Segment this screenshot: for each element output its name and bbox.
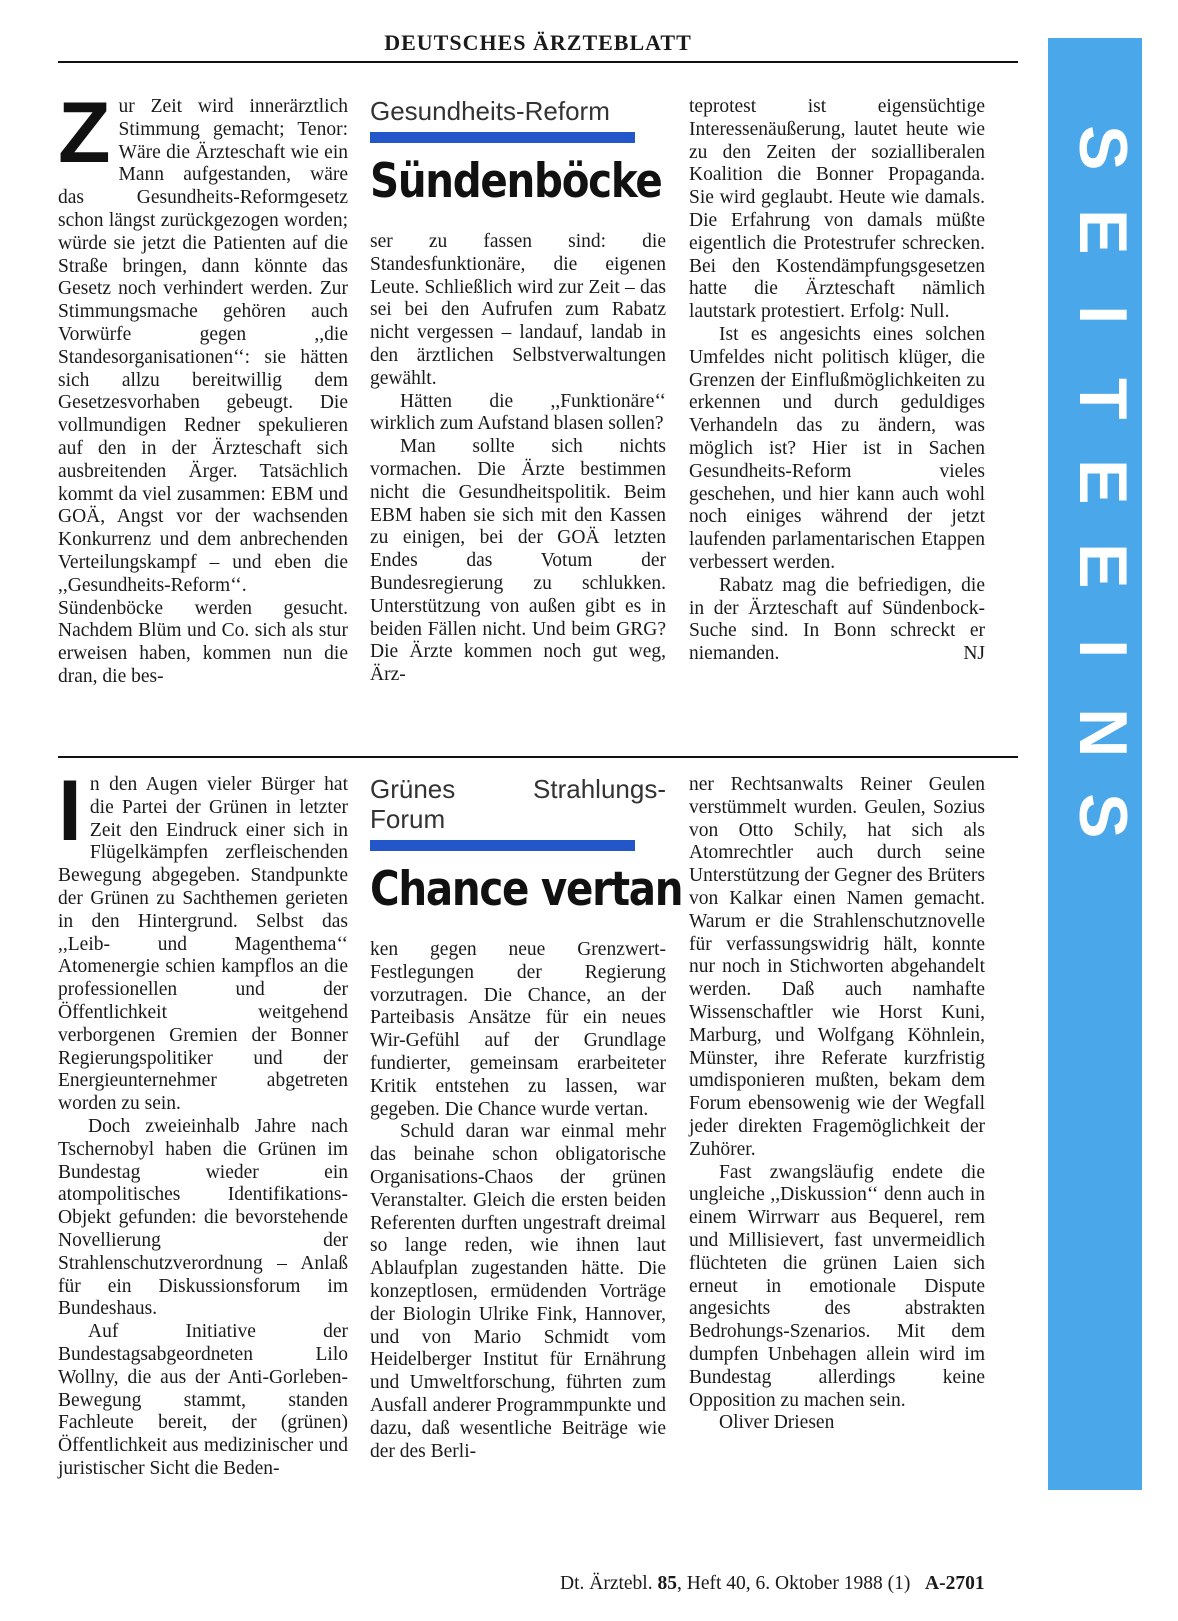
side-letter: S	[1064, 793, 1141, 839]
article1-signature: NJ	[963, 643, 985, 665]
side-letter: I	[1064, 305, 1141, 325]
footer-journal: Dt. Ärztebl.	[560, 1573, 658, 1594]
article1-column-3	[689, 96, 985, 666]
article1-col2-p1: ser zu fassen sind: die Standesfunktionäre, die eigenen Leute. Schließlich wird zur Zeit – das sei bei den Aufrufen zum Rabatz nicht vergessen – landauf, landab in den ärztlichen Selbstverwaltungen gewählt.	[370, 231, 666, 389]
section-divider	[58, 756, 1018, 758]
article2-column-1	[58, 763, 348, 1481]
article1-col3-p2: Ist es angesichts eines solchen Umfeldes nicht politisch klüger, die Grenzen der Einflußmöglichkeiten zu erkennen und durch geduldiges Verhandeln das zu ändern, was möglich ist? Hier ist in Sachen Gesundheits-Reform vieles geschehen, und hier kann auch wohl noch einiges während der jetzt laufenden parlamentarischen Etappen verbessert werden.	[689, 323, 985, 573]
article1-col1-text: ur Zeit wird innerärztlich Stimmung gemacht; Tenor: Wäre die Ärzteschaft wie ein Mann aufgestanden, wäre das Gesundheits-Reformgesetz schon längst zurückgezogen worden; würde sie jetzt die Patienten auf die Straße bringen, dann könnte das Gesetz noch verhindert werden. Zur Stimmungsmache gehören auch Vorwürfe gegen ,,die Standesorganisationen‘‘: sie hätten sich allzu bereitwillig dem Gesetzesvorhaben gebeugt. Die vollmundigen Redner spekulieren auf den in der Ärzteschaft sich ausbreitenden Ärger. Tatsächlich kommt da viel zusammen: EBM und GOÄ, Angst vor der wachsenden Konkurrenz und dem anbrechenden Verteilungskampf – und eben die ,,Gesundheits-Reform‘‘. Sündenböcke werden gesucht. Nachdem Blüm und Co. sich als stur erweisen haben, kommen nun die dran, die bes-	[58, 96, 348, 687]
side-letter: S	[1064, 125, 1141, 171]
article2-col3-p1: ner Rechtsanwalts Reiner Geulen verstümmelt wurden. Geulen, Sozius von Otto Schily, hat sich als Atomrechtler auch durch seine Unterstützung der Gegner des Brüters von Kalkar einen Namen gemacht. Warum er die Strahlenschutznovelle für verfassungswidrig hält, konnte nur noch in Stichworten abgehandelt werden. Daß auch namhafte Wissenschaftler wie Horst Kuni, Marburg, und Wolfgang Köhnlein, Münster, ihre Referate kurzfristig umdisponieren mußten, bekam dem Forum ebensowenig wie der Wegfall jeder direkten Fragemöglichkeit der Zuhörer.	[689, 774, 985, 1160]
article1-col3-p3	[689, 575, 985, 666]
dropcap-i: I	[58, 763, 82, 859]
article2-col2-p1: ken gegen neue Grenzwert-Festlegungen der Regierung vorzutragen. Die Chance, an der Parteibasis Ansätze für ein neues Wir-Gefühl auf der Grundlage fundierter, gemeinsam erarbeiteter Kritik entstehen zu lassen, war gegeben. Die Chance wurde vertan.	[370, 939, 666, 1120]
footer-issue: , Heft 40, 6. Oktober 1988 (1)	[676, 1573, 911, 1594]
side-label-seite-eins	[1048, 38, 1142, 1558]
side-letter: E	[1064, 542, 1141, 588]
article2-author: Oliver Driesen	[719, 1412, 835, 1434]
article1-closing-text: Rabatz mag die befriedigen, die in der Ärzteschaft auf Sündenbock-Suche sind. In Bonn schreckt er niemanden.	[689, 574, 985, 665]
article2-kicker-bar	[370, 840, 635, 851]
section-side-band	[1048, 38, 1142, 1490]
side-letter: I	[1064, 639, 1141, 659]
masthead: DEUTSCHES ÄRZTEBLATT	[384, 30, 692, 55]
side-letter: T	[1064, 377, 1141, 420]
article1-col3-p1: teprotest ist eigensüchtige Interessenäußerung, lautet heute wie zu den Zeiten der sozialliberalen Koalition die Bonner Propaganda. Sie wird geglaubt. Heute wie damals. Die Erfahrung von damals müßte eigentlich die Protestrufer schrecken. Bei den Kostendämpfungsgesetzen hatte die Ärzteschaft nämlich lautstark protestiert. Erfolg: Null.	[689, 96, 985, 323]
article2-col1-p2: Doch zweieinhalb Jahre nach Tschernobyl haben die Grünen im Bundestag wieder ein atompolitisches Identifikations-Objekt gefunden: die bevorstehende Novellierung der Strahlenschutzverordnung – Anlaß für ein Diskussionsforum im Bundeshaus.	[58, 1115, 348, 1320]
article2-col1-p3: Auf Initiative der Bundestagsabgeordneten Lilo Wollny, die aus der Anti-Gorleben-Bewegung stammt, standen Fachleute bereit, der (grünen) Öffentlichkeit aus medizinischer und juristischer Sicht die Beden-	[58, 1321, 348, 1479]
article1-col2-p2: Hätten die ,,Funktionäre‘‘ wirklich zum Aufstand blasen sollen?	[370, 390, 666, 435]
dropcap-z: Z	[58, 85, 111, 181]
side-letter: E	[1064, 208, 1141, 254]
article1-paragraph	[58, 85, 348, 689]
article2-headline: Chance vertan	[370, 862, 683, 917]
side-letter: N	[1064, 707, 1141, 757]
article2-column-3	[689, 774, 985, 1435]
side-letter: E	[1064, 459, 1141, 505]
article2-kicker: Grünes Strahlungs-Forum	[370, 774, 666, 834]
article1-kicker-bar	[370, 132, 635, 143]
article2-col1-p1	[58, 763, 348, 1116]
article1-column-2	[370, 96, 666, 687]
article1-kicker: Gesundheits-Reform	[370, 96, 610, 126]
article2-col1-text: n den Augen vieler Bürger hat die Partei der Grünen in letzter Zeit den Eindruck einer sich in Flügelkämpfen zerfleischenden Bewegung abgegeben. Standpunkte der Grünen zu Sachthemen gerieten in den Hintergrund. Selbst das ,,Leib- und Magenthema‘‘ Atomenergie schien kampflos an die professionellen und der Öffentlichkeit weitgehend verborgenen Gremien der Bonner Regierungspolitiker und der Energieunternehmer abgetreten worden zu sein.	[58, 774, 348, 1115]
article1-column-1	[58, 85, 348, 689]
footer-volume: 85	[657, 1573, 677, 1594]
article2-col3-p2: Fast zwangsläufig endete die ungleiche ,,Diskussion‘‘ denn auch in einem Wirrwarr aus Bequerel, rem und Millisievert, fast unvermeidlich flüchteten die grünen Laien sich erneut in emotionale Dispute angesichts des abstrakten Bedrohungs-Szenarios. Mit dem dumpfen Unbehagen allein wird im Bundestag allerdings keine Opposition zu machen sein.	[689, 1161, 985, 1411]
top-rule	[58, 61, 1018, 63]
article1-col2-p3: Man sollte sich nichts vormachen. Die Ärzte bestimmen nicht die Gesundheitspolitik. Beim EBM haben sie sich mit den Kassen zu einigen, bei der GOÄ letzten Endes das Votum der Bundesregierung zu schlukken. Unterstützung von außen gibt es in beiden Fällen nicht. Und beim GRG? Die Ärzte kommen noch gut weg, Ärz-	[370, 436, 666, 686]
page-footer	[560, 1573, 985, 1595]
article1-headline: Sündenböcke	[370, 154, 662, 209]
article2-column-2	[370, 774, 683, 1463]
footer-page-number: A-2701	[925, 1573, 985, 1594]
article2-col2-p2: Schuld daran war einmal mehr das beinahe schon obligatorische Organisations-Chaos der grünen Veranstalter. Gleich die ersten beiden Referenten durften ungestraft dreimal so lange reden, wie ihnen laut Ablaufplan zugestanden hätte. Die konzeptlosen, ermüdenden Vorträge der Biologin Ulrike Fink, Hannover, und von Mario Schmidt vom Heidelberger Institut für Ernährung und Umweltforschung, führten zum Ausfall anderer Programmpunkte und dazu, daß wesentliche Beiträge wie der des Berli-	[370, 1121, 666, 1462]
